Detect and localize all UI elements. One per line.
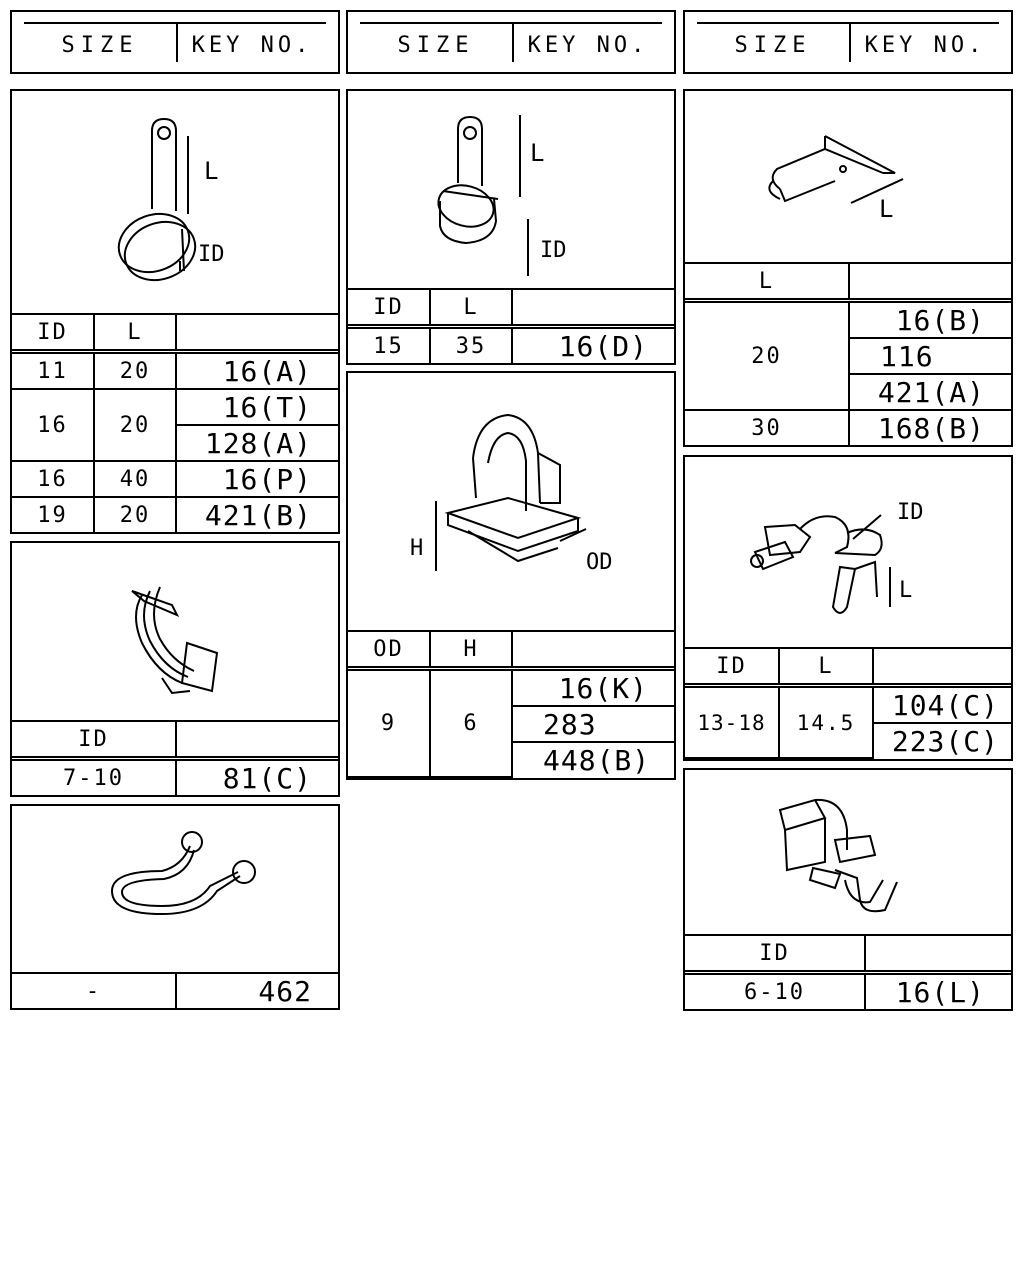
dim-label-id: ID	[897, 500, 924, 525]
cell-l: 30	[685, 410, 849, 445]
clip-f-drawing	[685, 91, 1011, 257]
cell-key: 16(B)	[849, 301, 1011, 339]
dim-label-id: ID	[540, 238, 567, 263]
col-header-key	[865, 935, 1011, 973]
table-row	[12, 352, 338, 390]
cell-l: 20	[685, 301, 849, 411]
part-clamp-b	[10, 541, 340, 797]
cell-l: 20	[94, 352, 176, 390]
spring-clip-illustration	[769, 136, 903, 203]
col-header-key	[512, 631, 674, 669]
cell-l: 35	[430, 327, 512, 364]
col-header-h: H	[430, 631, 512, 669]
clamp-g-drawing	[685, 457, 1011, 647]
table-row	[685, 301, 1011, 339]
dim-label-id: ID	[198, 242, 225, 267]
cell-id: 15	[348, 327, 430, 364]
split-clamp-illustration	[132, 587, 217, 693]
table-row	[348, 327, 674, 364]
col-header-id: ID	[685, 648, 779, 686]
clamp-h-table	[685, 934, 1011, 1009]
col-header-id: ID	[12, 314, 94, 352]
clamp-c-table	[12, 972, 338, 1008]
cell-id: 16	[12, 389, 94, 461]
col-header-key	[176, 721, 338, 759]
col-header-od: OD	[348, 631, 430, 669]
table-row	[12, 389, 338, 425]
header-col3	[683, 10, 1013, 74]
col-header-key	[176, 314, 338, 352]
cell-key: 16(K)	[512, 669, 674, 707]
loop-tie-illustration	[112, 832, 255, 914]
dim-label-l: L	[204, 157, 219, 185]
clamp-g-table	[685, 647, 1011, 759]
key-no-header: KEY NO.	[527, 32, 649, 58]
push-clip-illustration	[436, 415, 586, 571]
dim-label-l: L	[530, 139, 545, 167]
cell-key: 16(L)	[865, 973, 1011, 1010]
dim-label-h: H	[410, 536, 424, 561]
cell-key: 421(B)	[176, 497, 338, 532]
col-header-l: L	[94, 314, 176, 352]
cell-key: 462	[176, 973, 338, 1008]
cell-key: 128(A)	[176, 425, 338, 461]
header-col2	[346, 10, 676, 74]
table-row	[685, 686, 1011, 724]
cell-key: 16(P)	[176, 461, 338, 497]
col-header-id: ID	[348, 289, 430, 327]
col-header-l: L	[779, 648, 873, 686]
clamp-a-drawing	[12, 91, 338, 306]
table-row	[685, 410, 1011, 445]
cell-key: 421(A)	[849, 374, 1011, 410]
cell-id: 16	[12, 461, 94, 497]
clip-f-table	[685, 262, 1011, 445]
clip-e-table	[348, 630, 674, 778]
key-no-header: KEY NO.	[191, 32, 313, 58]
cell-l: 20	[94, 389, 176, 461]
cell-l: 14.5	[779, 686, 873, 759]
clamp-b-drawing	[12, 543, 338, 721]
harness-clamp-illustration	[780, 800, 897, 911]
table-row	[12, 461, 338, 497]
col-header-l: L	[685, 263, 849, 301]
clamp-h-drawing	[685, 770, 1011, 936]
part-clamp-h	[683, 768, 1013, 1011]
cell-key: 116	[849, 338, 1011, 374]
header-col1	[10, 10, 340, 74]
col-header-id: ID	[12, 721, 176, 759]
col-header-key	[849, 263, 1011, 301]
cell-key: 168(B)	[849, 410, 1011, 445]
table-row	[685, 973, 1011, 1010]
cell-od: 9	[348, 669, 430, 778]
p-clamp-illustration	[111, 119, 204, 290]
table-row	[12, 759, 338, 796]
cell-id: 11	[12, 352, 94, 390]
part-clamp-d	[346, 89, 676, 365]
cell-id: 19	[12, 497, 94, 532]
clamp-d-table	[348, 288, 674, 363]
cell-l: 20	[94, 497, 176, 532]
col-header-key	[873, 648, 1011, 686]
cell-key: 283	[512, 706, 674, 742]
table-row	[12, 973, 338, 1008]
key-no-header: KEY NO.	[864, 32, 986, 58]
cell-key: 223(C)	[873, 723, 1011, 758]
cell-id: 6-10	[685, 973, 865, 1010]
dim-label-od: OD	[586, 550, 613, 575]
dim-label-l: L	[879, 195, 894, 223]
clamp-c-drawing	[12, 806, 338, 972]
clamp-a-table	[12, 313, 338, 532]
cell-id: 7-10	[12, 759, 176, 796]
cell-id: 13-18	[685, 686, 779, 759]
part-clip-e	[346, 371, 676, 780]
cell-key: 16(A)	[176, 352, 338, 390]
col-header-id: ID	[685, 935, 865, 973]
clamp-b-table	[12, 720, 338, 795]
dim-label-l: L	[899, 578, 913, 603]
cell-id: -	[12, 973, 176, 1008]
clamp-d-drawing	[348, 91, 674, 289]
band-clamp-illustration	[434, 115, 528, 276]
cell-h: 6	[430, 669, 512, 778]
size-header: SIZE	[24, 24, 178, 62]
size-header: SIZE	[360, 24, 514, 62]
cell-key: 104(C)	[873, 686, 1011, 724]
cell-key: 81(C)	[176, 759, 338, 796]
col-header-l: L	[430, 289, 512, 327]
double-clamp-illustration	[751, 515, 890, 613]
part-clamp-g	[683, 455, 1013, 761]
cell-key: 16(D)	[512, 327, 674, 364]
cell-key: 448(B)	[512, 742, 674, 777]
part-clamp-a	[10, 89, 340, 534]
clip-e-drawing	[348, 373, 674, 627]
col-header-key	[512, 289, 674, 327]
cell-key: 16(T)	[176, 389, 338, 425]
size-header: SIZE	[697, 24, 851, 62]
table-row	[12, 497, 338, 532]
part-clamp-c	[10, 804, 340, 1010]
part-clip-f	[683, 89, 1013, 447]
table-row	[348, 669, 674, 707]
cell-l: 40	[94, 461, 176, 497]
